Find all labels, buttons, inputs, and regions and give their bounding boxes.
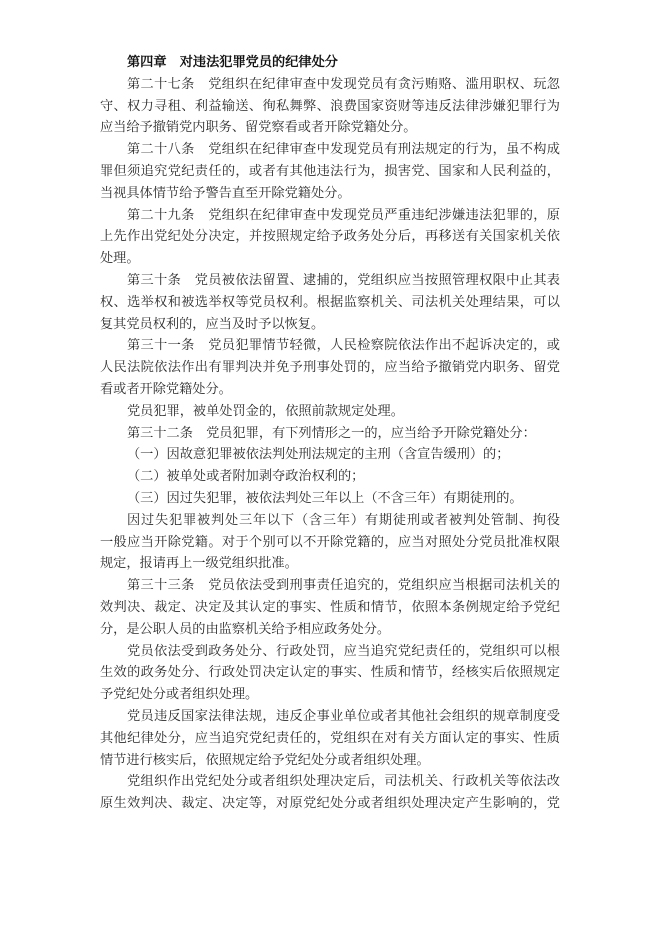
text-line: 应当给予撤销党内职务、留党察看或者开除党籍处分。 <box>100 120 417 136</box>
text-line: 第二十八条 党组织在纪律审查中发现党员有刑法规定的行为，虽不构成 <box>127 142 560 158</box>
text-line: （三）因过失犯罪，被依法判处三年以上（不含三年）有期徒刑的。 <box>127 490 523 506</box>
text-line: 复其党员权利的，应当及时予以恢复。 <box>100 316 325 332</box>
text-line: 第二十七条 党组织在纪律审查中发现党员有贪污贿赂、滥用职权、玩忽 <box>127 76 560 92</box>
text-line: 因过失犯罪被判处三年以下（含三年）有期徒刑或者被判处管制、拘役 <box>127 512 560 528</box>
text-line: 情节进行核实后，依照规定给予党纪处分或者组织处理。 <box>100 752 430 768</box>
text-line: 效判决、裁定、决定及其认定的事实、性质和情节，依照本条例规定给予党纪 <box>100 599 560 615</box>
chapter-title: 第四章 对违法犯罪党员的纪律处分 <box>127 55 338 70</box>
text-line: （二）被单处或者附加剥夺政治权利的； <box>127 469 365 485</box>
text-line: 党员犯罪，被单处罚金的，依照前款规定处理。 <box>127 403 404 419</box>
document-page <box>100 52 560 815</box>
text-line: 党员依法受到政务处分、行政处罚，应当追究党纪责任的，党组织可以根 <box>127 643 560 659</box>
text-line: 予党纪处分或者组织处理。 <box>100 687 259 703</box>
text-line: 罪但须追究党纪责任的，或者有其他违法行为，损害党、国家和人民利益的， <box>100 163 560 179</box>
text-line: 当视具体情节给予警告直至开除党籍处分。 <box>100 185 351 201</box>
text-line: 第三十一条 党员犯罪情节轻微，人民检察院依法作出不起诉决定的，或 <box>127 338 560 354</box>
text-line: 权、选举权和被选举权等党员权利。根据监察机关、司法机关处理结果，可以 <box>100 294 560 310</box>
text-line: 第三十三条 党员依法受到刑事责任追究的，党组织应当根据司法机关的 <box>127 578 560 594</box>
text-line: 规定，报请再上一级党组织批准。 <box>100 556 298 572</box>
text-line: 一般应当开除党籍。对于个别可以不开除党籍的，应当对照处分党员批准权限 <box>100 534 560 550</box>
text-line: 上先作出党纪处分决定，并按照规定给予政务处分后，再移送有关国家机关依 <box>100 229 560 245</box>
text-line: 其他纪律处分，应当追究党纪责任的，党组织在对有关方面认定的事实、性质 <box>100 730 560 746</box>
text-line: 分，是公职人员的由监察机关给予相应政务处分。 <box>100 621 391 637</box>
text-line: 人民法院依法作出有罪判决并免予刑事处罚的，应当给予撤销党内职务、留党 <box>100 360 560 376</box>
text-line: 守、权力寻租、利益输送、徇私舞弊、浪费国家资财等违反法律涉嫌犯罪行为 <box>100 98 560 114</box>
text-line: 看或者开除党籍处分。 <box>100 381 232 397</box>
text-line: 第三十条 党员被依法留置、逮捕的，党组织应当按照管理权限中止其表 <box>127 272 560 288</box>
text-line: 原生效判决、裁定、决定等，对原党纪处分或者组织处理决定产生影响的，党 <box>100 796 560 812</box>
text-line: 生效的政务处分、行政处罚决定认定的事实、性质和情节，经核实后依照规定 <box>100 665 560 681</box>
text-line: 党组织作出党纪处分或者组织处理决定后，司法机关、行政机关等依法改 <box>127 774 560 790</box>
text-line: 第二十九条 党组织在纪律审查中发现党员严重违纪涉嫌违法犯罪的，原 <box>127 207 560 223</box>
text-line: 处理。 <box>100 251 140 267</box>
text-line: 党员违反国家法律法规，违反企事业单位或者其他社会组织的规章制度受 <box>127 708 560 724</box>
text-line: 第三十二条 党员犯罪，有下列情形之一的，应当给予开除党籍处分： <box>127 425 536 441</box>
text-line: （一）因故意犯罪被依法判处刑法规定的主刑（含宣告缓刑）的； <box>127 447 510 463</box>
